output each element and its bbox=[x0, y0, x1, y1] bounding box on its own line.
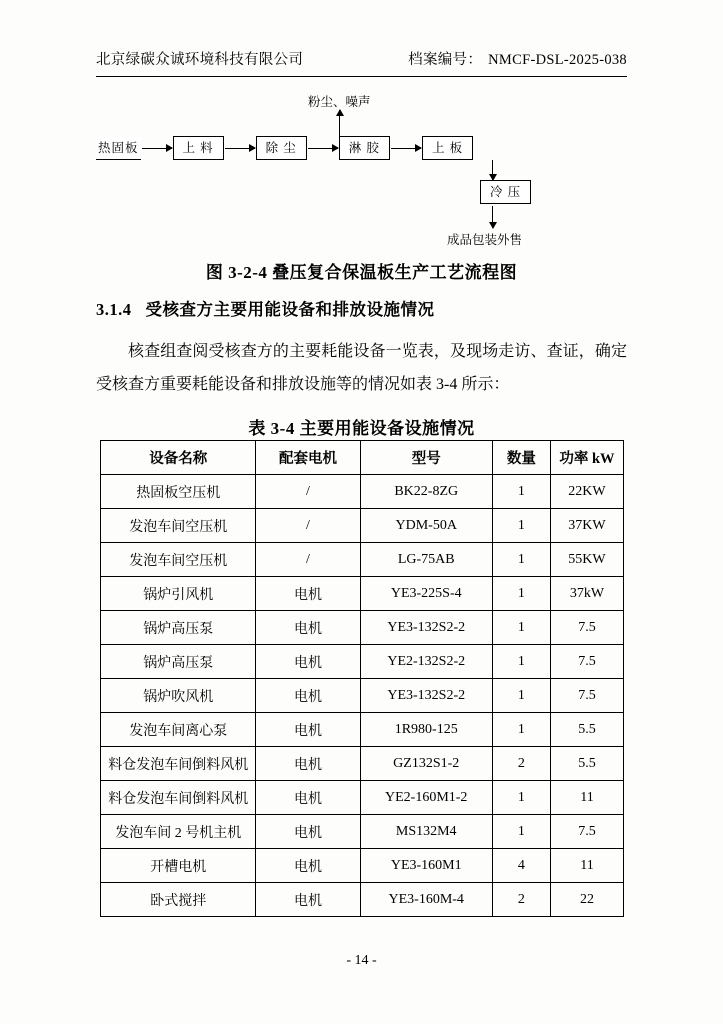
cell-name: 锅炉高压泵 bbox=[101, 611, 256, 645]
cell-power: 55KW bbox=[550, 543, 623, 577]
cell-qty: 1 bbox=[492, 543, 550, 577]
page-header bbox=[96, 48, 627, 69]
cell-power: 22 bbox=[550, 883, 623, 917]
cell-power: 11 bbox=[550, 849, 623, 883]
body-paragraph: 核查组查阅受核查方的主要耗能设备一览表，及现场走访、查证，确定受核查方重要耗能设备和排放设施等的情况如表 3-4 所示： bbox=[96, 343, 627, 393]
cell-model: YE2-160M1-2 bbox=[360, 781, 492, 815]
table-row bbox=[101, 849, 624, 883]
archive-code: NMCF-DSL-2025-038 bbox=[488, 52, 627, 68]
cell-name: 发泡车间 2 号机主机 bbox=[101, 815, 256, 849]
equipment-table bbox=[100, 440, 624, 917]
cell-qty: 1 bbox=[492, 509, 550, 543]
cell-model: LG-75AB bbox=[360, 543, 492, 577]
cell-motor: 电机 bbox=[256, 713, 360, 747]
cell-name: 料仓发泡车间倒料风机 bbox=[101, 747, 256, 781]
cell-qty: 1 bbox=[492, 611, 550, 645]
section-title-text: 受核查方主要用能设备和排放设施情况 bbox=[145, 300, 435, 319]
flow-node-glue-spray: 淋 胶 bbox=[339, 136, 390, 160]
cell-name: 锅炉吹风机 bbox=[101, 679, 256, 713]
section-heading bbox=[96, 296, 435, 320]
cell-model: YE2-132S2-2 bbox=[360, 645, 492, 679]
table-row bbox=[101, 815, 624, 849]
cell-name: 锅炉引风机 bbox=[101, 577, 256, 611]
cell-power: 37kW bbox=[550, 577, 623, 611]
col-header-qty: 数量 bbox=[492, 441, 550, 475]
cell-power: 5.5 bbox=[550, 713, 623, 747]
flow-node-feeding: 上 料 bbox=[173, 136, 224, 160]
cell-model: MS132M4 bbox=[360, 815, 492, 849]
header-company: 北京绿碳众诚环境科技有限公司 bbox=[96, 52, 304, 68]
header-divider bbox=[96, 76, 627, 77]
cell-qty: 1 bbox=[492, 679, 550, 713]
table-row bbox=[101, 883, 624, 917]
figure-caption: 图 3-2-4 叠压复合保温板生产工艺流程图 bbox=[205, 263, 518, 282]
cell-power: 7.5 bbox=[550, 611, 623, 645]
emission-label: 粉尘、噪声 bbox=[308, 95, 371, 109]
cell-motor: / bbox=[256, 509, 360, 543]
cell-model: GZ132S1-2 bbox=[360, 747, 492, 781]
table-row bbox=[101, 781, 624, 815]
table-row bbox=[101, 509, 624, 543]
flow-node-boarding: 上 板 bbox=[422, 136, 473, 160]
cell-qty: 1 bbox=[492, 781, 550, 815]
col-header-name: 设备名称 bbox=[101, 441, 256, 475]
cell-qty: 1 bbox=[492, 645, 550, 679]
cell-qty: 1 bbox=[492, 577, 550, 611]
col-header-motor: 配套电机 bbox=[256, 441, 360, 475]
cell-qty: 2 bbox=[492, 883, 550, 917]
table-header-row bbox=[101, 441, 624, 475]
flow-arrow-icon bbox=[391, 148, 421, 149]
table-row bbox=[101, 611, 624, 645]
cell-power: 5.5 bbox=[550, 747, 623, 781]
flow-arrow-icon bbox=[142, 148, 172, 149]
cell-qty: 1 bbox=[492, 713, 550, 747]
col-header-model: 型号 bbox=[360, 441, 492, 475]
table-row bbox=[101, 747, 624, 781]
cell-name: 发泡车间离心泵 bbox=[101, 713, 256, 747]
table-row bbox=[101, 713, 624, 747]
cell-name: 料仓发泡车间倒料风机 bbox=[101, 781, 256, 815]
cell-name: 热固板空压机 bbox=[101, 475, 256, 509]
cell-name: 开槽电机 bbox=[101, 849, 256, 883]
flow-node-cold-press: 冷 压 bbox=[480, 180, 531, 204]
process-flow-diagram bbox=[96, 88, 627, 248]
cell-qty: 1 bbox=[492, 475, 550, 509]
cell-power: 7.5 bbox=[550, 679, 623, 713]
table-row bbox=[101, 543, 624, 577]
cell-motor: / bbox=[256, 543, 360, 577]
cell-motor: 电机 bbox=[256, 815, 360, 849]
cell-model: YE3-160M1 bbox=[360, 849, 492, 883]
cell-motor: 电机 bbox=[256, 577, 360, 611]
cell-power: 7.5 bbox=[550, 815, 623, 849]
cell-motor: 电机 bbox=[256, 849, 360, 883]
table-caption: 表 3-4 主要用能设备设施情况 bbox=[248, 419, 475, 438]
flow-node-dedusting: 除 尘 bbox=[256, 136, 307, 160]
cell-power: 37KW bbox=[550, 509, 623, 543]
emission-arrow-icon bbox=[339, 110, 340, 138]
cell-motor: 电机 bbox=[256, 645, 360, 679]
cell-motor: 电机 bbox=[256, 611, 360, 645]
cell-motor: / bbox=[256, 475, 360, 509]
cell-name: 卧式搅拌 bbox=[101, 883, 256, 917]
cell-model: YE3-132S2-2 bbox=[360, 611, 492, 645]
cell-model: YE3-225S-4 bbox=[360, 577, 492, 611]
cell-qty: 2 bbox=[492, 747, 550, 781]
flow-row bbox=[96, 136, 473, 160]
section-number: 3.1.4 bbox=[96, 300, 132, 319]
flow-connector-down-1 bbox=[492, 160, 493, 180]
table-row bbox=[101, 475, 624, 509]
cell-motor: 电机 bbox=[256, 747, 360, 781]
archive-label: 档案编号： bbox=[408, 52, 483, 68]
cell-motor: 电机 bbox=[256, 883, 360, 917]
header-archive bbox=[408, 48, 627, 69]
cell-name: 锅炉高压泵 bbox=[101, 645, 256, 679]
cell-model: BK22-8ZG bbox=[360, 475, 492, 509]
cell-qty: 1 bbox=[492, 815, 550, 849]
cell-power: 22KW bbox=[550, 475, 623, 509]
flow-connector-down-2 bbox=[492, 206, 493, 228]
flow-arrow-icon bbox=[308, 148, 338, 149]
cell-model: YE3-132S2-2 bbox=[360, 679, 492, 713]
col-header-power: 功率 kW bbox=[550, 441, 623, 475]
cell-motor: 电机 bbox=[256, 679, 360, 713]
cell-name: 发泡车间空压机 bbox=[101, 509, 256, 543]
flow-final-label: 成品包装外售 bbox=[447, 233, 523, 247]
page-footer: - 14 - bbox=[346, 953, 377, 968]
cell-model: YE3-160M-4 bbox=[360, 883, 492, 917]
flow-node-source: 热固板 bbox=[96, 137, 141, 160]
table-row bbox=[101, 679, 624, 713]
cell-motor: 电机 bbox=[256, 781, 360, 815]
cell-model: 1R980-125 bbox=[360, 713, 492, 747]
cell-model: YDM-50A bbox=[360, 509, 492, 543]
cell-name: 发泡车间空压机 bbox=[101, 543, 256, 577]
cell-power: 11 bbox=[550, 781, 623, 815]
flow-arrow-icon bbox=[225, 148, 255, 149]
cell-qty: 4 bbox=[492, 849, 550, 883]
table-row bbox=[101, 577, 624, 611]
cell-power: 7.5 bbox=[550, 645, 623, 679]
table-row bbox=[101, 645, 624, 679]
